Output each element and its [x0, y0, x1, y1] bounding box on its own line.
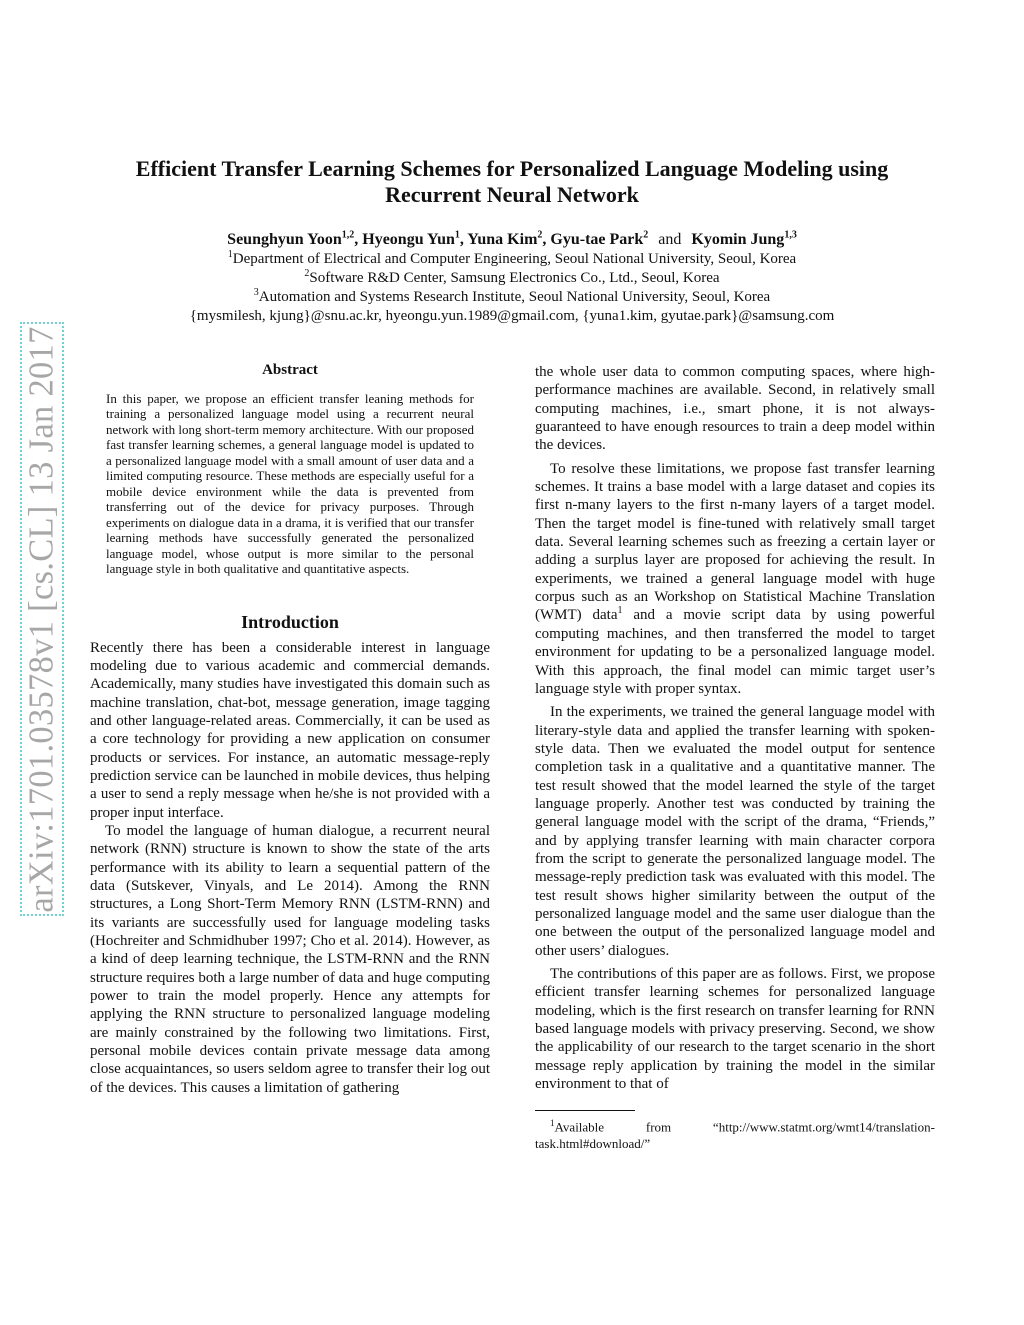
author-name: Yuna Kim	[467, 231, 538, 248]
affiliation-3	[90, 288, 934, 307]
paper-title: Efficient Transfer Learning Schemes for Personalized Language Modeling using Recurrent Neural Network	[135, 156, 889, 207]
author-affiliation-mark: 1,3	[784, 229, 797, 241]
footnote	[535, 1115, 935, 1151]
arxiv-watermark	[20, 322, 64, 916]
footnote-text: Available from “http://www.statmt.org/wmt14/translation-task.html#download/”	[535, 1119, 935, 1151]
affiliation-mark: 3	[253, 287, 259, 298]
left-column	[90, 363, 490, 1097]
paragraph-text: and a movie script data by using powerful computing machines, and then transferred the model to target environment for updating to be a personalized language model. With this approach, the final model can mimic target user’s language style with proper syntax.	[535, 607, 935, 697]
author-list	[90, 230, 934, 250]
affiliation-text: Software R&D Center, Samsung Electronics Co., Ltd., Seoul, Korea	[309, 270, 720, 286]
intro-paragraph: To model the language of human dialogue, a recurrent neural network (RNN) structure is known to show the state of the arts performance with its ability to learn a sequential pattern of the data (Sutskever, Vinyals, and Le 2014). Among the RNN structures, a Long Short-Term Memory RNN (LSTM-RNN) and its variants are successfully used for language modeling tasks (Hochreiter and Schmidhuber 1997; Cho et al. 2014). However, as a kind of deep learning technique, the LSTM-RNN and the RNN structure requires both a large number of data and huge computing power to train the model properly. Hence any attempts for applying the RNN structure to personalized language modeling are mainly constrained by the following two limitations. First, personal mobile devices contain private message data among close acquaintances, so users seldom agree to transfer their log out of the devices. This causes a limitation of gathering	[90, 822, 490, 1096]
affiliation-mark: 1	[227, 249, 233, 260]
abstract-section	[90, 363, 490, 577]
author-name: Hyeongu Yun	[362, 231, 455, 248]
author-name: Kyomin Jung	[691, 231, 785, 248]
footnote-mark: 1	[550, 1118, 555, 1129]
affiliation-1	[90, 250, 934, 269]
affiliation-text: Automation and Systems Research Institute, Seoul National University, Seoul, Korea	[258, 289, 771, 305]
author-separator: ,	[542, 231, 551, 248]
affiliation-text: Department of Electrical and Computer Engineering, Seoul National University, Seoul, Korea	[232, 251, 797, 267]
intro-paragraph: In the experiments, we trained the general language model with literary-style data and applied the transfer learning with spoken-style data. Then we evaluated the model output for sentence completion task in a qualitative and a quantitative manner. The test result showed that the model learned the style of the target language properly. Another test was conducted by training the general language model with the script of the drama, “Friends,” and by applying transfer learning with main character corpora from the script to generate the personalized language model. The message-reply prediction task was evaluated with this model. The test result shows higher similarity between the output of the personalized language model and the same user dialogue than the one between the output of the personalized language model and other users’ dialogues.	[535, 704, 935, 959]
paragraph-text: To resolve these limitations, we propose fast transfer learning schemes. It trains a base model with a large dataset and copies its first n-many layers to the first n-many layers of a target model. Then the target model is fine-tuned with relatively small target data. Several learning schemes such as freezing a certain layer or adding a surplus layer are proposed for achieving the result. In experiments, we trained a general language model with huge corpus such as an Workshop on Statistical Machine Translation (WMT) data	[535, 460, 935, 624]
footnote-divider	[535, 1110, 635, 1111]
author-affiliation-mark: 2	[537, 229, 543, 241]
author-block	[90, 230, 934, 326]
author-name: Gyu-tae Park	[550, 231, 644, 248]
affiliation-2	[90, 269, 934, 288]
intro-paragraph: The contributions of this paper are as follows. First, we propose efficient transfer learning schemes for personalized language modeling, which is the first research on transfer learning for RNN based language models with privacy preserving. Second, we show the applicability of our research to the target scenario in the short message reply application by training the model in the similar environment to that of	[535, 966, 935, 1093]
author-affiliation-mark: 2	[643, 229, 649, 241]
author-affiliation-mark: 1	[454, 229, 460, 241]
author-separator: ,	[459, 231, 468, 248]
author-emails: {mysmilesh, kjung}@snu.ac.kr, hyeongu.yun.1989@gmail.com, {yuna1.kim, gyutae.park}@samsung.com	[189, 308, 835, 324]
intro-paragraph: the whole user data to common computing spaces, where high-performance machines are available. Second, in relatively small computing machines, i.e., smart phone, it is not always-guaranteed to have enough resources to train a deep model within the devices.	[535, 364, 935, 454]
author-separator: ,	[354, 231, 363, 248]
right-column	[535, 363, 935, 1152]
introduction-heading: Introduction	[241, 611, 339, 632]
affiliation-mark: 2	[304, 268, 310, 279]
abstract-heading: Abstract	[262, 362, 318, 378]
author-name: Seunghyun Yoon	[227, 231, 342, 248]
footnote-reference: 1	[617, 605, 623, 617]
arxiv-identifier: arXiv:1701.03578v1 [cs.CL] 13 Jan 2017	[22, 325, 61, 913]
author-conjunction: and	[658, 231, 682, 248]
author-affiliation-mark: 1,2	[341, 229, 355, 241]
abstract-text: In this paper, we propose an efficient transfer leaning methods for training a personalized language model using a recurrent neural network with long short-term memory architecture. With our proposed fast transfer learning schemes, a general language model is updated to a personalized language model with a small amount of user data and a limited computing resource. These methods are especially useful for a mobile device environment while the data is prevented from transferring out of the device for privacy purposes. Through experiments on dialogue data in a drama, it is verified that our transfer learning methods have successfully generated the personalized language model, whose output is more similar to the personal language style in both qualitative and quantitative aspects.	[106, 390, 474, 576]
intro-paragraph	[535, 460, 935, 698]
intro-paragraph: Recently there has been a considerable interest in language modeling due to various academic and commercial demands. Academically, many studies have investigated this domain such as machine translation, chat-bot, message generation, image tagging and other language-related areas. Commercially, it can be used as a core technology for providing a new application on consumer products or services. For instance, an automatic message-reply prediction service can be launched in mobile devices, thus helping a user to send a reply message when he/she is not provided with a proper input interface.	[90, 639, 490, 821]
